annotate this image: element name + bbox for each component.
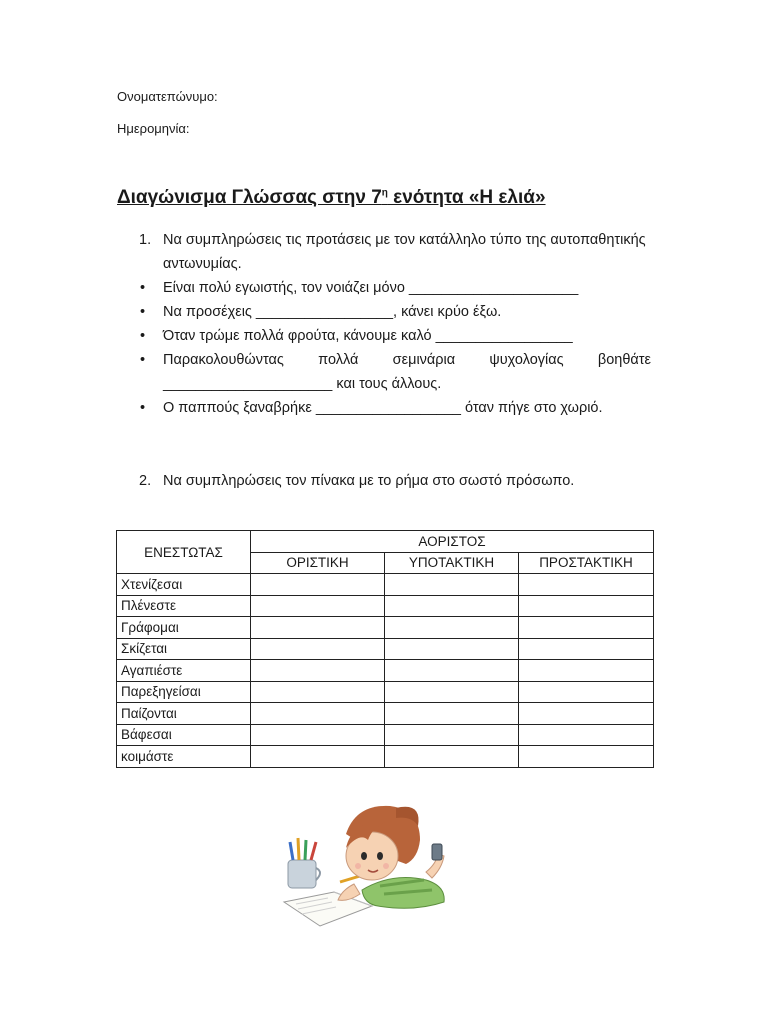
- list-item: • Είναι πολύ εγωιστής, τον νοιάζει μόνο _____________________: [139, 276, 651, 300]
- answer-cell[interactable]: [251, 595, 385, 617]
- answer-cell[interactable]: [519, 724, 654, 746]
- answer-cell[interactable]: [385, 681, 519, 703]
- bullet-icon: •: [140, 304, 146, 320]
- answer-cell[interactable]: [385, 703, 519, 725]
- answer-cell[interactable]: [385, 638, 519, 660]
- table-row: [117, 595, 654, 617]
- verb-cell: Γράφομαι: [117, 617, 251, 639]
- answer-cell[interactable]: [385, 724, 519, 746]
- phone-icon: [432, 844, 442, 860]
- question-2: [139, 469, 651, 493]
- pencil-icon: [340, 876, 360, 882]
- table-row: [117, 746, 654, 768]
- answer-cell[interactable]: [519, 574, 654, 596]
- answer-cell[interactable]: [251, 724, 385, 746]
- answer-cell[interactable]: [385, 574, 519, 596]
- question-1: [139, 228, 651, 276]
- title-superscript: η: [381, 187, 388, 199]
- answer-cell[interactable]: [251, 703, 385, 725]
- girl-studying-icon: [276, 798, 452, 930]
- answer-cell[interactable]: [519, 703, 654, 725]
- question-1-text: Να συμπληρώσεις τις προτάσεις με τον κατάλληλο τύπο της αυτοπαθητικής αντωνυμίας.: [163, 232, 646, 272]
- bullet-icon: •: [140, 328, 146, 344]
- answer-cell[interactable]: [251, 617, 385, 639]
- question-2-number: 2.: [139, 473, 152, 489]
- table-row: [117, 724, 654, 746]
- name-label: Ονοματεπώνυμο:: [117, 89, 218, 104]
- table-row: [117, 617, 654, 639]
- aorist-header: ΑΟΡΙΣΤΟΣ: [251, 531, 654, 553]
- answer-cell[interactable]: [519, 660, 654, 682]
- verb-cell: Βάφεσαι: [117, 724, 251, 746]
- table-row: [117, 574, 654, 596]
- table-row: [117, 703, 654, 725]
- answer-cell[interactable]: [251, 681, 385, 703]
- bullet-icon: •: [140, 352, 146, 368]
- verb-cell: Πλένεστε: [117, 595, 251, 617]
- verb-cell: Σκίζεται: [117, 638, 251, 660]
- question-2-text: Να συμπληρώσεις τον πίνακα με το ρήμα στο σωστό πρόσωπο.: [163, 473, 575, 489]
- date-label: Ημερομηνία:: [117, 121, 190, 136]
- answer-cell[interactable]: [385, 595, 519, 617]
- list-item: • Ο παππούς ξαναβρήκε __________________ όταν πήγε στο χωριό.: [139, 396, 651, 420]
- answer-cell[interactable]: [251, 746, 385, 768]
- answer-cell[interactable]: [251, 660, 385, 682]
- answer-cell[interactable]: [385, 617, 519, 639]
- answer-cell[interactable]: [385, 660, 519, 682]
- answer-cell[interactable]: [519, 617, 654, 639]
- answer-cell[interactable]: [251, 574, 385, 596]
- page-title: [117, 187, 546, 209]
- answer-cell[interactable]: [385, 746, 519, 768]
- notebook-icon: [284, 892, 372, 926]
- bullet-icon: •: [140, 280, 146, 296]
- answer-cell[interactable]: [519, 746, 654, 768]
- subjunctive-header: ΥΠΟΤΑΚΤΙΚΗ: [385, 552, 519, 574]
- answer-cell[interactable]: [519, 638, 654, 660]
- verb-cell: Παρεξηγείσαι: [117, 681, 251, 703]
- list-item: • Να προσέχεις _________________, κάνει κρύο έξω.: [139, 300, 651, 324]
- question-1-items: [139, 276, 651, 420]
- title-rest: ενότητα «Η ελιά»: [387, 187, 546, 208]
- pencil-cup-icon: [288, 838, 320, 888]
- table-row: [117, 638, 654, 660]
- answer-cell[interactable]: [251, 638, 385, 660]
- table-row: [117, 660, 654, 682]
- verb-cell: Χτενίζεσαι: [117, 574, 251, 596]
- question-1-number: 1.: [139, 232, 152, 248]
- present-header: ΕΝΕΣΤΩΤΑΣ: [117, 531, 251, 574]
- table-row: [117, 681, 654, 703]
- verb-cell: Αγαπιέστε: [117, 660, 251, 682]
- answer-cell[interactable]: [519, 681, 654, 703]
- verb-table: [116, 530, 654, 768]
- verb-cell: Παίζονται: [117, 703, 251, 725]
- bullet-icon: •: [140, 400, 146, 416]
- imperative-header: ΠΡΟΣΤΑΚΤΙΚΗ: [519, 552, 654, 574]
- list-item: • Παρακολουθώντας πολλά σεμινάρια ψυχολογίας βοηθάτε _____________________ και τους άλλους.: [139, 348, 651, 396]
- verb-cell: κοιμάστε: [117, 746, 251, 768]
- list-item: • Όταν τρώμε πολλά φρούτα, κάνουμε καλό _________________: [139, 324, 651, 348]
- answer-cell[interactable]: [519, 595, 654, 617]
- title-main: Διαγώνισμα Γλώσσας στην 7: [117, 187, 382, 208]
- indicative-header: ΟΡΙΣΤΙΚΗ: [251, 552, 385, 574]
